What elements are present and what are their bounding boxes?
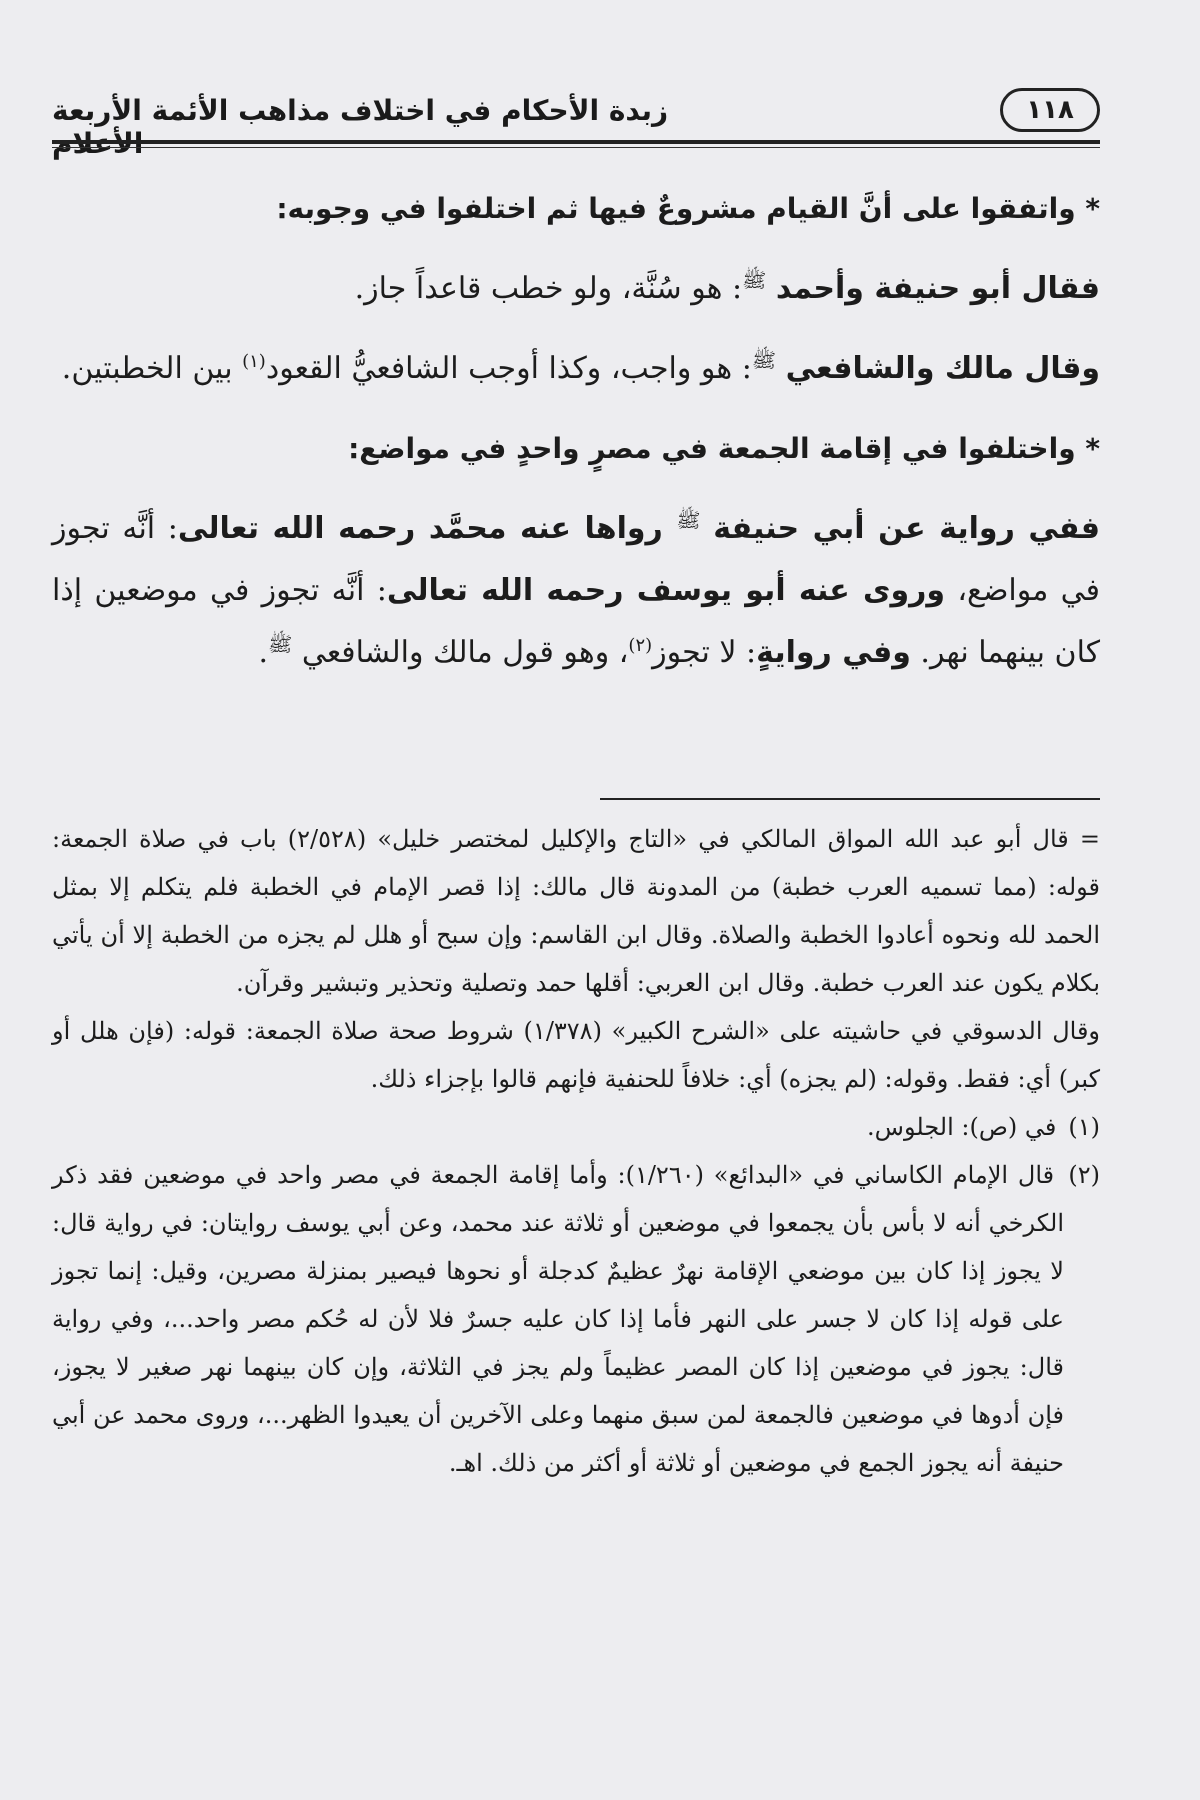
narration-lead: وفي روايةٍ — [756, 635, 911, 670]
footnote-1 — [52, 1103, 1100, 1151]
paragraph-lead: ففي رواية عن أبي حنيفة — [713, 511, 1100, 546]
paragraph-abu-hanifa-ahmad — [52, 258, 1100, 320]
honorific-glyph: ﷺ — [751, 348, 777, 372]
paragraph-text: ، وهو قول مالك والشافعي — [301, 635, 629, 670]
footnote-2 — [52, 1151, 1100, 1487]
footnote-ref-2[interactable]: (٢) — [628, 635, 653, 656]
paragraph-malik-shafii — [52, 338, 1100, 400]
honorific-glyph: ﷺ — [268, 632, 293, 656]
header-rule-thin — [52, 147, 1100, 148]
page-number: ١١٨ — [1000, 88, 1100, 132]
footnote-continuation: وقال الدسوقي في حاشيته على «الشرح الكبير» (١/٣٧٨) شروط صحة صلاة الجمعة: قوله: (فإن هلل أو كبر) أي: فقط. وقوله: (لم يجزه) أي: خلافاً للحنفية فإنهم قالوا بإجزاء ذلك. — [52, 1017, 1101, 1093]
footnote-label: (١) — [1068, 1113, 1100, 1141]
running-title: زبدة الأحكام في اختلاف مذاهب الأئمة الأربعة الأعلام — [52, 94, 669, 160]
paragraph-end: . — [258, 635, 269, 670]
main-text — [52, 178, 1100, 702]
paragraph-lead: وقال مالك والشافعي — [785, 351, 1100, 386]
narrator-text: وروى عنه أبو يوسف رحمه الله تعالى — [386, 573, 946, 608]
footnotes — [52, 815, 1100, 1487]
footnote-label: (٢) — [1068, 1161, 1100, 1189]
paragraph-text: : هو سُنَّة، ولو خطب قاعداً جاز. — [354, 271, 743, 306]
narrator-text: رواها عنه محمَّد رحمه الله تعالى — [177, 511, 677, 546]
footnote-divider — [600, 798, 1100, 800]
header-rule — [52, 140, 1100, 144]
footnote-continuation: = قال أبو عبد الله المواق المالكي في «التاج والإكليل لمختصر خليل» (٢/٥٢٨) باب في صلاة الجمعة: قوله: (مما تسميه العرب خطبة) من المدونة قال مالك: إذا قصر الإمام في الخطبة فلم يتكلم إلا بمثل الحمد لله ونحوه أعادوا الخطبة والصلاة. وقال ابن القاسم: وإن سبح أو هلل لم يجزه من الخطبة إلا أن يأتي بكلام يكون عند العرب خطبة. وقال ابن العربي: أقلها حمد وتصلية وتحذير وتبشير وقرآن. — [52, 825, 1100, 997]
honorific-glyph: ﷺ — [676, 508, 701, 532]
paragraph-jumua-locations — [52, 498, 1100, 684]
section-heading-1: * واتفقوا على أنَّ القيام مشروعٌ فيها ثم اختلفوا في وجوبه: — [276, 192, 1100, 225]
footnote-text: قال الإمام الكاساني في «البدائع» (١/٢٦٠): وأما إقامة الجمعة في مصر واحد في موضعين فقد ذكر الكرخي أنه لا بأس بأن يجمعوا في موضعين أو ثلاثة عند محمد، وعن أبي يوسف روايتان: في رواية قال: لا يجوز إذا كان بين موضعي الإقامة نهرٌ عظيمٌ كدجلة أو نحوها فيصير بمنزلة مصرين، وقيل: إنما تجوز على قوله إذا كان لا جسر على النهر فأما إذا كان عليه جسرٌ فلا لأن له حُكم مصر واحد...، وفي رواية قال: يجوز في موضعين إذا كان المصر عظيماً ولم يجز في الثلاثة، وإن كان بينهما نهر صغير لا يجوز، فإن أدوها في موضعين فالجمعة لمن سبق منهما وعلى الآخرين أن يعيدوا الظهر...، وروى محمد عن أبي حنيفة أنه يجوز الجمع في موضعين أو ثلاثة أو أكثر من ذلك. اهـ. — [52, 1161, 1064, 1477]
paragraph-lead: فقال أبو حنيفة وأحمد — [775, 271, 1100, 306]
footnote-ref-1[interactable]: (١) — [242, 351, 266, 372]
footnote-text: في (ص): الجلوس. — [867, 1113, 1057, 1141]
paragraph-text: : لا تجوز — [652, 635, 757, 670]
paragraph-text: : أنَّه تجوز في موضعين إذا كان بينهما نهر. — [52, 573, 1100, 670]
paragraph-text: : أنَّه تجوز في مواضع، — [52, 511, 1100, 608]
section-heading-2: * واختلفوا في إقامة الجمعة في مصرٍ واحدٍ في مواضع: — [348, 432, 1100, 465]
page-header — [52, 88, 1100, 160]
paragraph-text: بين الخطبتين. — [61, 351, 243, 386]
paragraph-text: : هو واجب، وكذا أوجب الشافعيُّ القعود — [265, 351, 752, 386]
honorific-glyph: ﷺ — [742, 268, 767, 292]
